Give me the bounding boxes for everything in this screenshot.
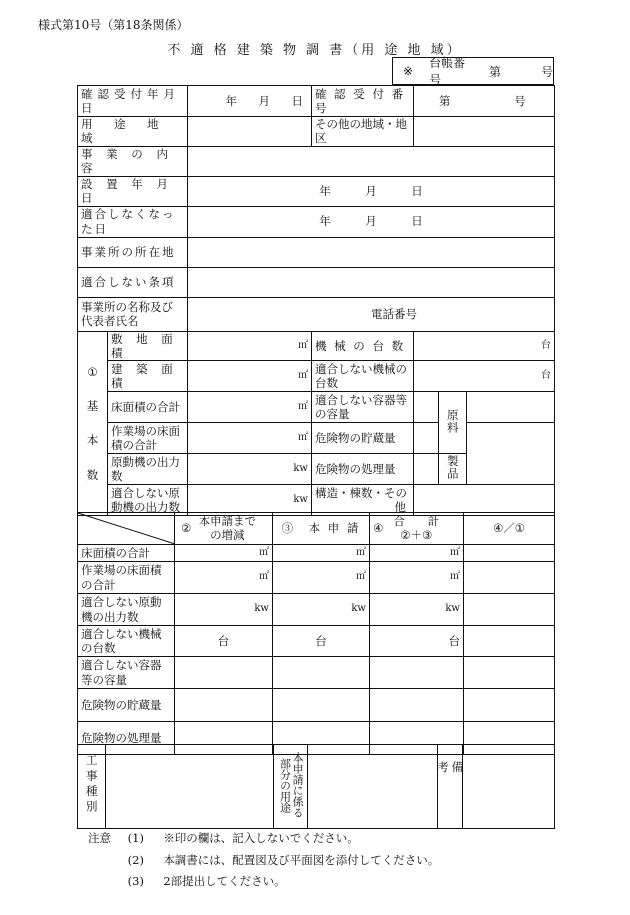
note-num: (1) [127,831,144,845]
raw-material-value[interactable] [467,392,555,423]
office-location-label: 事業所の所在地 [78,237,188,267]
form-number: 様式第10号（第18条関係） [38,18,189,32]
hazard-processing-label: 危険物の処理量 [312,454,414,485]
notes-prefix: 注意 [88,831,111,845]
ledger-dai: 第 [488,64,501,79]
ledger-mark: ※ [403,64,414,78]
compare-row [78,545,555,562]
work-type-row [78,745,555,829]
col2-mark: ② [181,521,192,536]
row-building-area [78,361,555,392]
note-line-2 [88,852,439,868]
row-workshop-area [78,423,555,454]
compare-cell[interactable] [464,594,555,626]
row-receipt [78,86,555,117]
compare-cell[interactable] [370,657,464,689]
receipt-date-label: 確認受付年月日 [78,86,188,117]
hazard-storage-label: 危険物の貯蔵量 [312,423,414,454]
row-zoning [78,117,555,147]
compare-cell[interactable] [464,626,555,657]
row-business [78,146,555,176]
row-floor-total [78,392,555,423]
compare-row-label: 作業場の床面積の合計 [78,562,175,594]
install-date-label: 設 置 年 月 日 [78,176,188,206]
office-name-label: 事業所の名称及び代表者氏名 [78,297,188,331]
compare-cell[interactable]: ㎡ [273,562,370,594]
machine-count-label: 機 械 の 台 数 [312,331,414,361]
work-type-label: 工事種別 [78,745,106,829]
product-value[interactable] [467,423,555,485]
compare-row [78,657,555,689]
zoning-label: 用 途 地 域 [78,117,188,147]
bottom-table [77,744,555,829]
compare-cell[interactable] [175,689,273,722]
note-line-3 [88,873,286,889]
compare-cell[interactable] [273,657,370,689]
workshop-area-value[interactable]: ㎡ [188,423,312,454]
diagonal-line [78,513,175,544]
compare-cell[interactable]: 台 [273,626,370,657]
col4-label: 合 計 [393,513,440,528]
site-area-value[interactable]: ㎡ [188,331,312,361]
office-name-value[interactable] [188,297,555,331]
col4-header [370,513,464,545]
compare-cell[interactable]: ㎡ [370,562,464,594]
col5-header: ④／① [464,513,555,545]
nonconform-machine-label: 適合しない機械の台数 [312,361,414,392]
header-diagonal-cell [78,513,175,545]
business-value[interactable] [188,146,555,176]
basis-mark: ① [87,364,98,379]
note-text: ※印の欄は、記入しないでください。 [163,831,359,845]
compare-cell[interactable]: ㎡ [370,545,464,562]
compare-row-label: 危険物の貯蔵量 [78,689,175,722]
receipt-no-value[interactable] [414,86,555,117]
hazard-processing-value[interactable] [414,454,439,485]
nonconform-date-value[interactable]: 年 月 日 [188,206,555,237]
row-office-location [78,237,555,267]
note-text: 本調書には、配置図及び平面図を添付してください。 [163,853,440,867]
building-area-value[interactable]: ㎡ [188,361,312,392]
compare-row-label: 床面積の合計 [78,545,175,562]
compare-cell[interactable] [370,689,464,722]
motor-output-value[interactable]: kw [188,454,312,485]
compare-cell[interactable] [464,545,555,562]
note-text: 2部提出してください。 [163,874,286,888]
compare-row-label: 危険物の処理量 [78,722,175,755]
product-label: 製品 [439,454,467,485]
floor-total-value[interactable]: ㎡ [188,392,312,423]
compare-cell[interactable]: ㎡ [175,562,273,594]
nonconform-article-value[interactable] [188,267,555,297]
ledger-number-box [392,57,554,85]
office-location-value[interactable] [188,237,555,267]
compare-cell[interactable] [273,689,370,722]
zoning-value[interactable] [188,117,312,147]
ledger-go: 号 [540,64,553,79]
compare-cell[interactable]: 台 [370,626,464,657]
row-office-name [78,297,555,331]
nonconform-machine-value[interactable]: 台 [414,361,555,392]
notes [88,830,359,846]
phone-label: 電話番号 [371,306,417,321]
comparison-table [77,512,555,755]
compare-cell[interactable] [464,657,555,689]
install-date-value[interactable]: 年 月 日 [188,176,555,206]
compare-row [78,626,555,657]
compare-cell[interactable] [464,689,555,722]
compare-row-label: 適合しない機械の台数 [78,626,175,657]
hazard-storage-value[interactable] [414,423,439,454]
motor-output-label: 原動機の出力数 [108,454,188,485]
nonconform-date-label: 適合しなくなった日 [78,206,188,237]
compare-row [78,562,555,594]
basis-side-label [78,331,108,516]
compare-cell[interactable]: kw [370,594,464,626]
raw-material-label: 原料 [439,392,467,454]
note-num: (3) [127,874,144,888]
row-nonconform-article [78,267,555,297]
compare-row-label: 適合しない原動機の出力数 [78,594,175,626]
col2-header [175,513,273,545]
workshop-area-label: 作業場の床面積の合計 [108,423,188,454]
compare-cell[interactable]: ㎡ [175,545,273,562]
compare-cell[interactable]: kw [273,594,370,626]
col4-formula: ②＋③ [400,527,433,542]
compare-cell[interactable]: 台 [175,626,273,657]
compare-cell[interactable]: ㎡ [273,545,370,562]
nonconform-container-label: 適合しない容器等の容量 [312,392,414,423]
remarks-label: 備考 [438,745,463,829]
col3-header: ③ 本 申 請 [273,513,370,545]
usage-part-label: 本申請に係る部分の用途 [274,745,308,829]
row-nonconform-date [78,206,555,237]
compare-cell[interactable] [175,657,273,689]
comparison-header [78,513,555,545]
compare-row-label: 適合しない容器等の容量 [78,657,175,689]
upper-table [77,85,555,516]
ledger-label: 台帳番号 [429,56,466,87]
compare-cell[interactable]: kw [175,594,273,626]
building-area-label: 建 築 面 積 [108,361,188,392]
compare-row [78,594,555,626]
compare-cell[interactable] [464,562,555,594]
nonconform-container-value[interactable] [414,392,439,423]
document-title: 不 適 格 建 築 物 調 書（用 途 地 域） [167,43,463,58]
work-type-value[interactable] [106,745,274,829]
compare-row [78,689,555,722]
machine-count-value[interactable]: 台 [414,331,555,361]
floor-total-label: 床面積の合計 [108,392,188,423]
receipt-no-label: 確 認 受 付 番 号 [312,86,414,117]
basis-char-2: 本 [86,433,99,448]
other-zone-label: その他の地域・地区 [312,117,414,147]
structure-label: 構造・棟数・その 他 [312,485,414,516]
receipt-date-value: 年 月 日 [188,86,312,117]
other-zone-value[interactable] [414,117,555,147]
nonconform-article-label: 適合しない条項 [78,267,188,297]
basis-char-3: 数 [86,467,99,482]
row-site-area [78,331,555,361]
receipt-no-dai: 第 [439,93,451,108]
col2-label: 本申請までの増減 [198,513,257,542]
col4-mark: ④ [373,521,384,536]
row-install-date [78,176,555,206]
business-label: 事 業 の 内 容 [78,146,188,176]
usage-part-value[interactable] [308,745,438,829]
note-num: (2) [127,853,144,867]
nonconform-motor-value[interactable]: kw [188,485,312,516]
basis-char-1: 基 [86,399,99,413]
remarks-value[interactable] [463,745,555,829]
site-area-label: 敷 地 面 積 [108,331,188,361]
receipt-no-go: 号 [514,93,526,108]
nonconform-motor-label: 適合しない原動機の出力数 [108,485,188,516]
